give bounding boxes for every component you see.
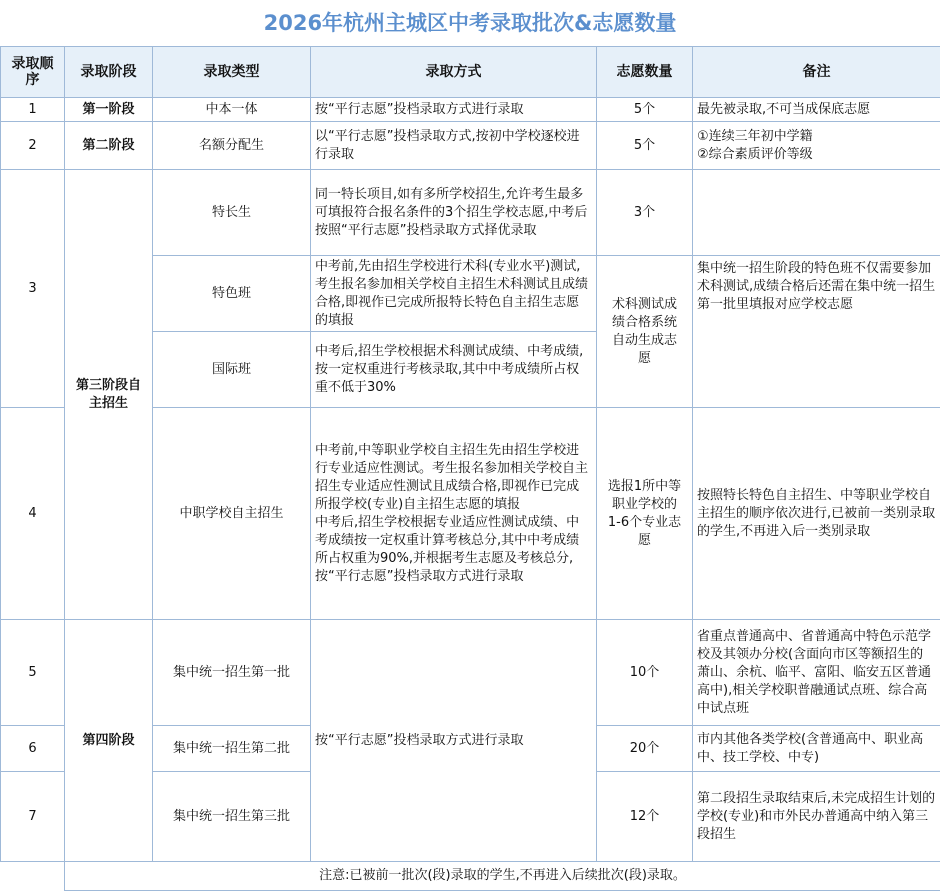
count-cell: 选报1所中等职业学校的1-6个专业志愿 [597, 408, 693, 620]
count-cell: 20个 [597, 726, 693, 772]
order-cell: 1 [1, 98, 65, 122]
type-cell: 名额分配生 [153, 122, 311, 170]
count-cell: 3个 [597, 170, 693, 256]
count-cell: 12个 [597, 772, 693, 862]
stage-cell: 第四阶段 [65, 620, 153, 862]
type-cell: 国际班 [153, 332, 311, 408]
method-cell: 中考前,先由招生学校进行术科(专业水平)测试,考生报名参加相关学校自主招生术科测试且成绩合格,即视作已完成所报特长特色自主招生志愿的填报 [311, 256, 597, 332]
order-cell: 4 [1, 408, 65, 620]
order-cell: 3 [1, 170, 65, 408]
footer-blank-cell [1, 862, 65, 891]
count-cell: 5个 [597, 98, 693, 122]
table-row [1, 98, 940, 122]
page-title: 2026年杭州主城区中考录取批次&志愿数量 [0, 0, 940, 46]
method-cell: 按“平行志愿”投档录取方式进行录取 [311, 620, 597, 862]
note-cell: 省重点普通高中、省普通高中特色示范学校及其领办分校(含面向市区等额招生的萧山、余杭、临平、富阳、临安五区普通高中),相关学校职普融通试点班、综合高中试点班 [693, 620, 940, 726]
count-cell: 5个 [597, 122, 693, 170]
table-row [1, 122, 940, 170]
type-cell: 特色班 [153, 256, 311, 332]
note-line: ②综合素质评价等级 [697, 146, 936, 164]
table-row [1, 170, 940, 256]
method-cell: 以“平行志愿”投档录取方式,按初中学校逐校进行录取 [311, 122, 597, 170]
note-line: ①连续三年初中学籍 [697, 128, 936, 146]
order-cell: 2 [1, 122, 65, 170]
method-cell [311, 408, 597, 620]
header-row [1, 47, 940, 98]
admission-table [0, 46, 940, 891]
header-stage: 录取阶段 [65, 47, 153, 98]
footer-note: 注意:已被前一批次(段)录取的学生,不再进入后续批次(段)录取。 [65, 862, 940, 891]
note-cell [693, 170, 940, 256]
count-cell: 术科测试成绩合格系统自动生成志愿 [597, 256, 693, 408]
header-order: 录取顺序 [1, 47, 65, 98]
stage-cell: 第一阶段 [65, 98, 153, 122]
header-note: 备注 [693, 47, 940, 98]
note-cell: 第二段招生录取结束后,未完成招生计划的学校(专业)和市外民办普通高中纳入第三段招生 [693, 772, 940, 862]
stage-cell: 第二阶段 [65, 122, 153, 170]
stage-cell [65, 170, 153, 620]
method-paragraph: 中考后,招生学校根据专业适应性测试成绩、中考成绩按一定权重计算考核总分,其中中考成绩所占权重为90%,并根据考生志愿及考核总分,按“平行志愿”投档录取方式进行录取 [315, 514, 592, 586]
method-cell: 中考后,招生学校根据术科测试成绩、中考成绩,按一定权重进行考核录取,其中中考成绩所占权重不低于30% [311, 332, 597, 408]
note-cell: 按照特长特色自主招生、中等职业学校自主招生的顺序依次进行,已被前一类别录取的学生,不再进入后一类别录取 [693, 408, 940, 620]
method-cell: 同一特长项目,如有多所学校招生,允许考生最多可填报符合报名条件的3个招生学校志愿,中考后按照“平行志愿”投档录取方式择优录取 [311, 170, 597, 256]
header-type: 录取类型 [153, 47, 311, 98]
header-count: 志愿数量 [597, 47, 693, 98]
header-method: 录取方式 [311, 47, 597, 98]
stage-label: 第三阶段自主招生 [76, 378, 141, 411]
footer-row [1, 862, 940, 891]
type-cell: 特长生 [153, 170, 311, 256]
note-cell: 集中统一招生阶段的特色班不仅需要参加术科测试,成绩合格后还需在集中统一招生第一批里填报对应学校志愿 [693, 256, 940, 408]
type-cell: 集中统一招生第二批 [153, 726, 311, 772]
method-cell: 按“平行志愿”投档录取方式进行录取 [311, 98, 597, 122]
note-cell: 市内其他各类学校(含普通高中、职业高中、技工学校、中专) [693, 726, 940, 772]
count-cell: 10个 [597, 620, 693, 726]
type-cell: 中职学校自主招生 [153, 408, 311, 620]
order-cell: 6 [1, 726, 65, 772]
note-cell: 最先被录取,不可当成保底志愿 [693, 98, 940, 122]
note-cell [693, 122, 940, 170]
order-cell: 5 [1, 620, 65, 726]
type-cell: 中本一体 [153, 98, 311, 122]
method-paragraph: 中考前,中等职业学校自主招生先由招生学校进行专业适应性测试。考生报名参加相关学校自主招生专业适应性测试且成绩合格,即视作已完成所报学校(专业)自主招生志愿的填报 [315, 442, 592, 514]
table-row [1, 620, 940, 726]
order-cell: 7 [1, 772, 65, 862]
type-cell: 集中统一招生第一批 [153, 620, 311, 726]
type-cell: 集中统一招生第三批 [153, 772, 311, 862]
